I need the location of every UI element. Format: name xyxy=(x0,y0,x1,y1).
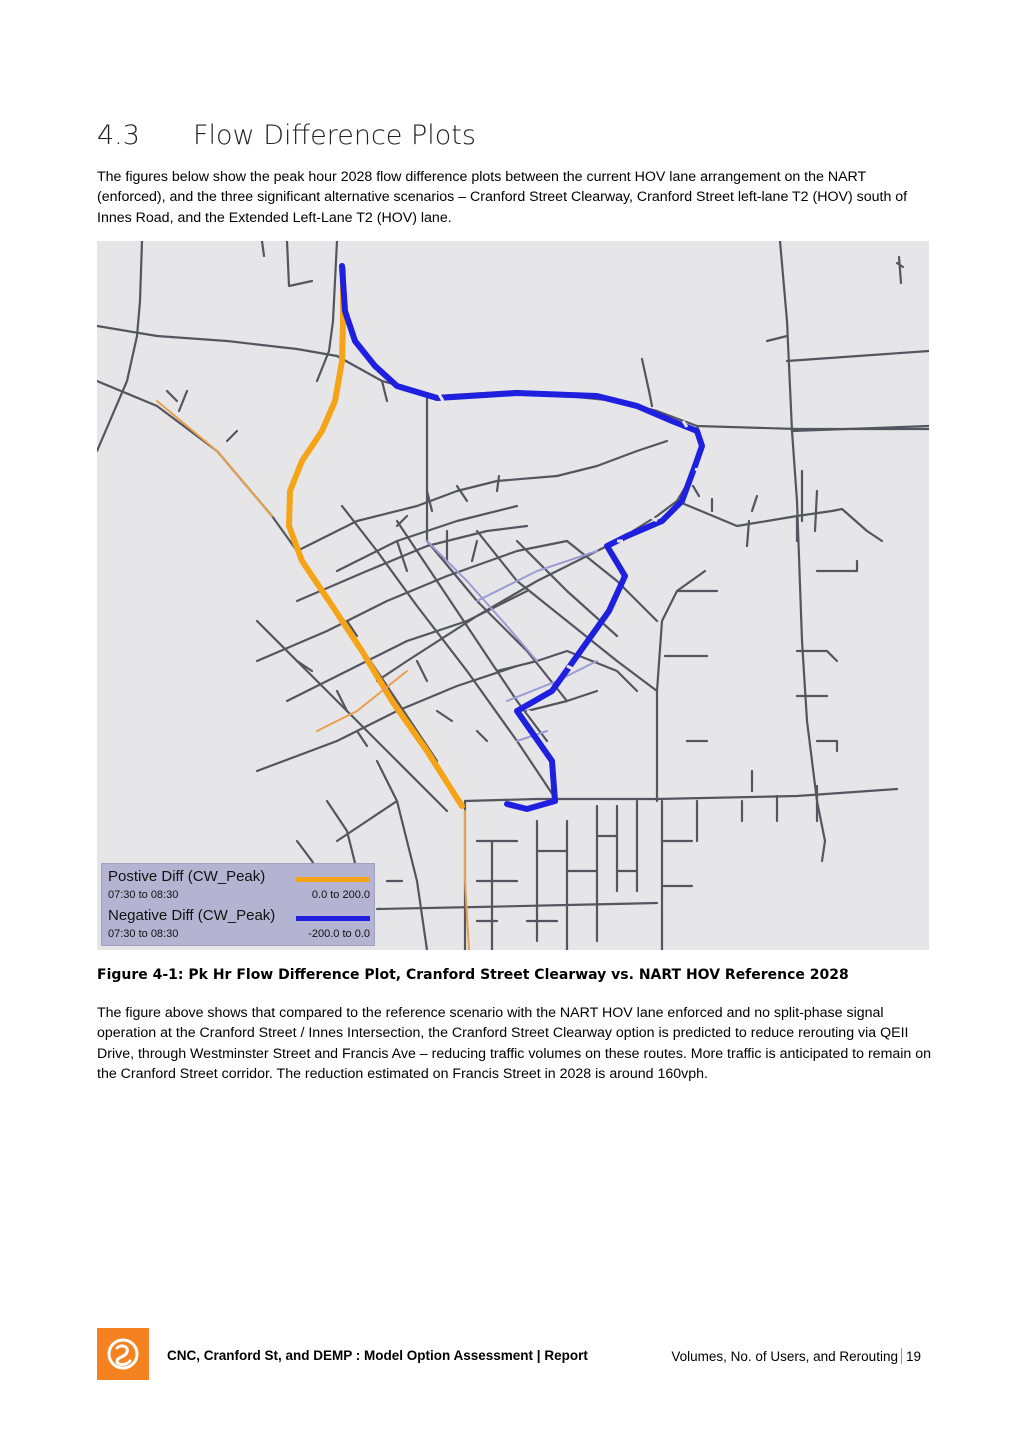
legend-negative-title: Negative Diff (CW_Peak) xyxy=(108,907,276,924)
negative-diff-route xyxy=(342,266,702,809)
legend-positive-time: 07:30 to 08:30 xyxy=(108,889,179,901)
flow-difference-map xyxy=(97,241,929,950)
intro-paragraph: The figures below show the peak hour 2028 flow difference plots between the current HOV lane arrangement on the NART (enforced), and the three significant alternative scenarios – Cranford Street Clearway, Cranford Street left-lane T2 (HOV) south of Innes Road, and the Extended Left-Lane T2 (HOV) lane. xyxy=(97,169,908,226)
legend-negative-range: -200.0 to 0.0 xyxy=(308,928,370,940)
company-logo-icon xyxy=(97,1328,149,1380)
page-number: 19 xyxy=(905,1349,921,1364)
logo-mark-icon xyxy=(97,1328,149,1380)
legend-negative-swatch xyxy=(296,916,370,921)
footer-separator xyxy=(901,1348,902,1364)
section-heading xyxy=(97,120,476,151)
legend-positive xyxy=(108,868,372,906)
section-number: 4.3 xyxy=(97,120,140,151)
road-lines xyxy=(97,241,929,950)
section-title: Flow Difference Plots xyxy=(193,120,476,151)
legend-negative-time: 07:30 to 08:30 xyxy=(108,928,179,940)
road-network xyxy=(97,241,929,950)
footer-report-title: CNC, Cranford St, and DEMP : Model Option Assessment | Report xyxy=(167,1348,588,1363)
legend-negative xyxy=(108,907,372,945)
positive-diff-route xyxy=(289,269,462,806)
map-legend xyxy=(101,863,375,946)
footer-section-name: Volumes, No. of Users, and Rerouting xyxy=(671,1349,898,1364)
figure-caption: Figure 4-1: Pk Hr Flow Difference Plot, Cranford Street Clearway vs. NART HOV Reference 2028 xyxy=(97,967,849,983)
legend-positive-swatch xyxy=(296,877,370,882)
legend-positive-range: 0.0 to 200.0 xyxy=(311,889,370,901)
body-paragraph: The figure above shows that compared to the reference scenario with the NART HOV lane enforced and no split-phase signal operation at the Cranford Street / Innes Intersection, the Cranford Street Clearway option is predicted to reduce rerouting via QEII Drive, through Westminster Street and Francis Ave – reducing traffic volumes on these routes. More traffic is anticipated to remain on the Cranford Street corridor. The reduction estimated on Francis Street in 2028 is around 160vph. xyxy=(97,1005,932,1083)
footer-page-info xyxy=(671,1348,921,1364)
legend-positive-title: Postive Diff (CW_Peak) xyxy=(108,868,266,885)
